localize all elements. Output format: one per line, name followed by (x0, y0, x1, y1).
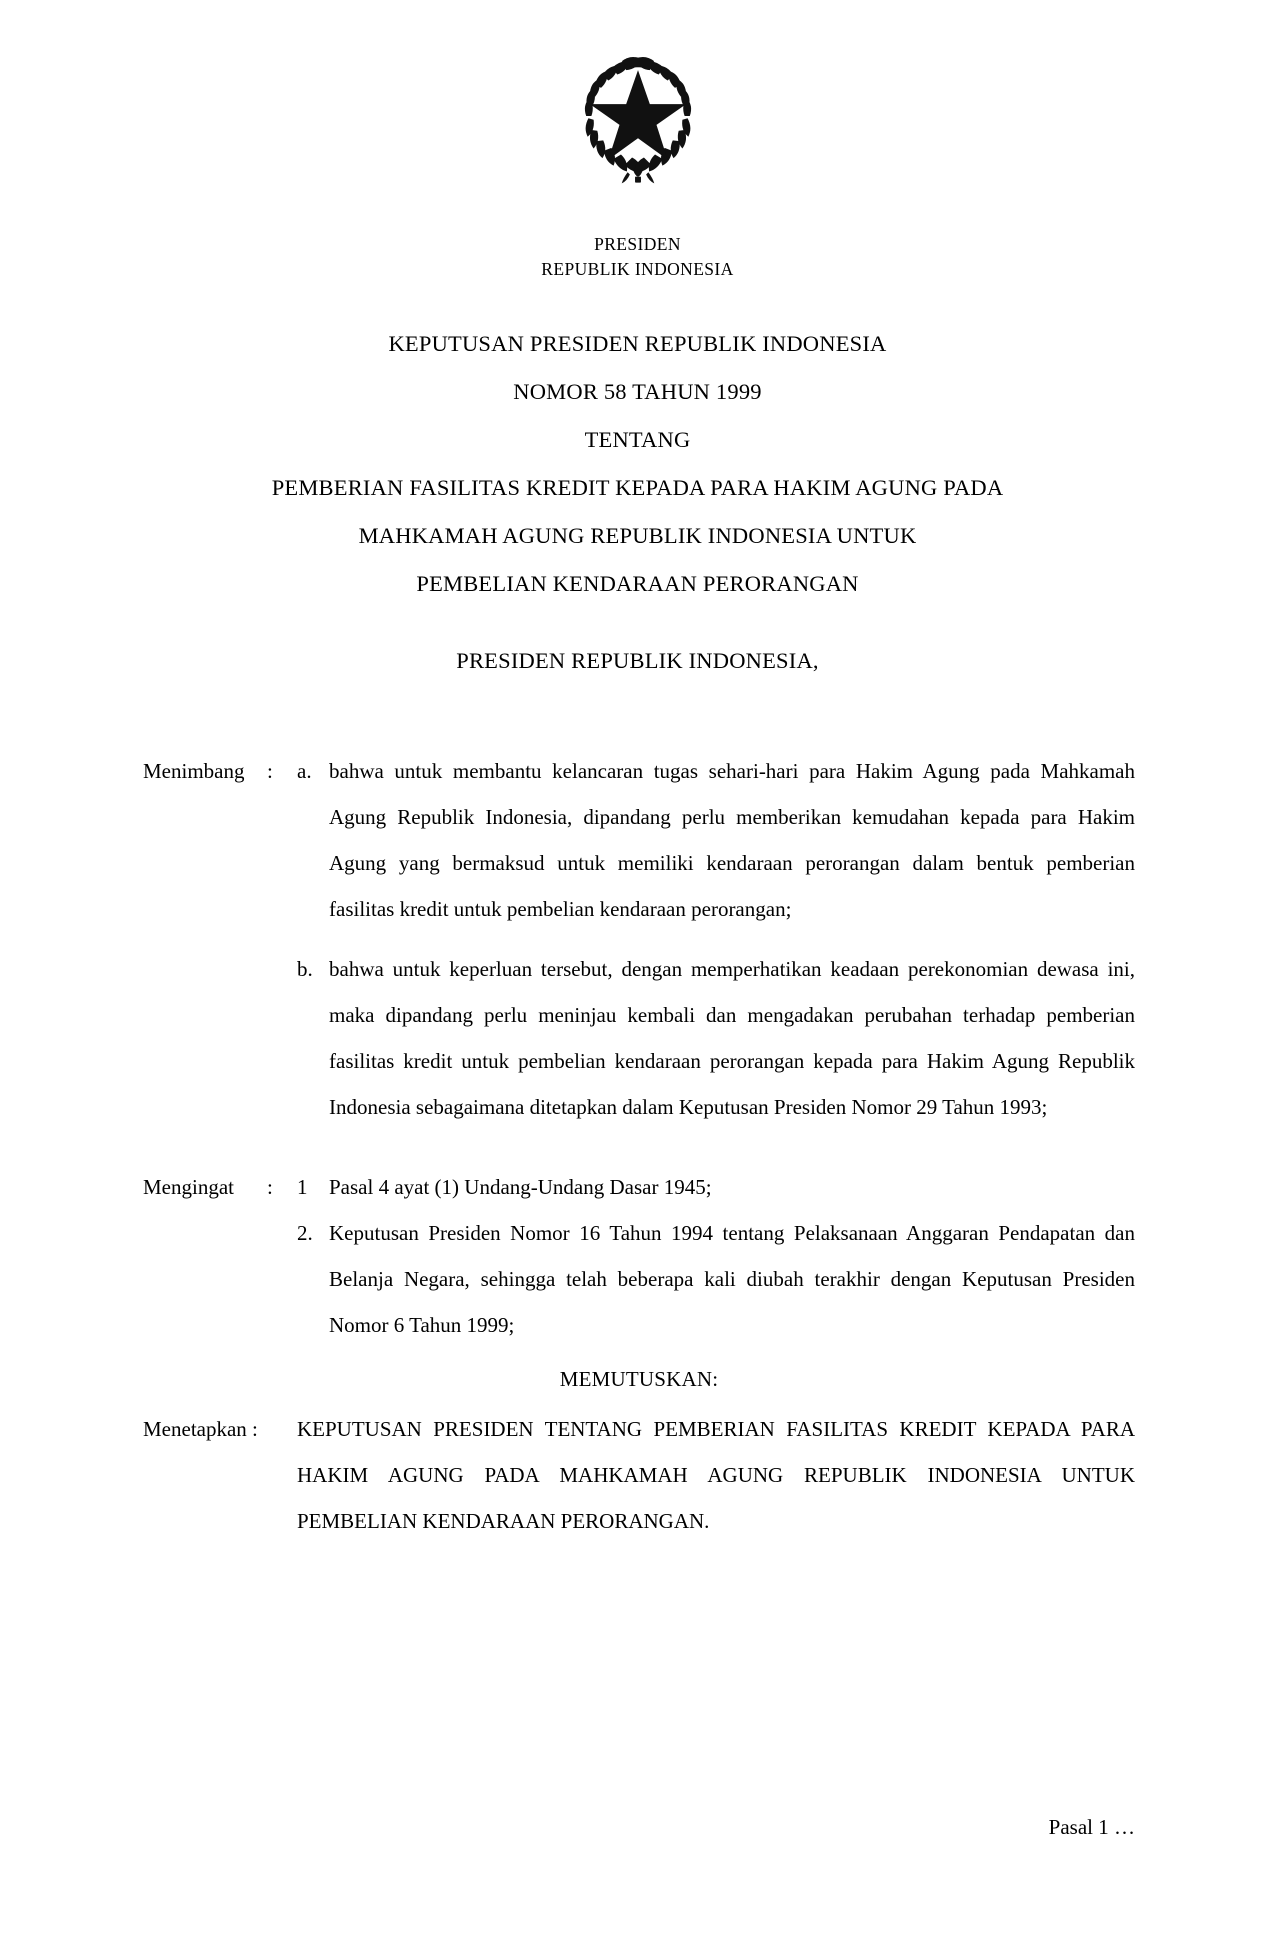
list-item (297, 1164, 1135, 1210)
item-marker-1: 1 (297, 1175, 308, 1199)
page-continuation-note: Pasal 1 … (1048, 1815, 1135, 1839)
header-line-republik-indonesia: REPUBLIK INDONESIA (541, 258, 734, 279)
section-mengingat (143, 1164, 1135, 1348)
item-marker-2: 2. (297, 1221, 313, 1245)
menetapkan-text: KEPUTUSAN PRESIDEN TENTANG PEMBERIAN FASILITAS KREDIT KEPADA PARA HAKIM AGUNG PADA MAHKAMAH AGUNG REPUBLIK INDONESIA UNTUK PEMBELIAN KENDARAAN PERORANGAN. (297, 1417, 1135, 1533)
title-line-1: KEPUTUSAN PRESIDEN REPUBLIK INDONESIA (388, 331, 887, 356)
mengingat-items (297, 1164, 1135, 1348)
list-item (297, 748, 1135, 932)
menimbang-colon: : (267, 759, 273, 783)
title-line-subject-2: MAHKAMAH AGUNG REPUBLIK INDONESIA UNTUK (358, 523, 917, 548)
header-line-presiden: PRESIDEN (594, 234, 681, 254)
document-title-block (0, 320, 1275, 608)
mengingat-label: Mengingat (143, 1175, 234, 1199)
document-body (143, 748, 1135, 1544)
item-text-1: Pasal 4 ayat (1) Undang-Undang Dasar 1945; (329, 1175, 712, 1199)
emblem-container (0, 42, 1275, 190)
list-item (297, 946, 1135, 1130)
item-marker-b: b. (297, 957, 313, 981)
item-marker-a: a. (297, 759, 312, 783)
menetapkan-label: Menetapkan : (143, 1417, 258, 1441)
title-line-tentang: TENTANG (584, 427, 691, 452)
spacer (143, 1138, 1135, 1164)
indonesian-presidential-seal-icon (564, 42, 712, 190)
menimbang-items (297, 748, 1135, 1130)
item-text-a: bahwa untuk membantu kelancaran tugas sehari-hari para Hakim Agung pada Mahkamah Agung Republik Indonesia, dipandang perlu memberikan kemudahan kepada para Hakim Agung yang bermaksud untuk memiliki kendaraan perorangan dalam bentuk pemberian fasilitas kredit untuk pembelian kendaraan perorangan; (329, 759, 1135, 921)
decision-heading: MEMUTUSKAN: (559, 1367, 719, 1391)
title-line-subject-3: PEMBELIAN KENDARAAN PERORANGAN (416, 571, 859, 596)
item-text-b: bahwa untuk keperluan tersebut, dengan memperhatikan keadaan perekonomian dewasa ini, maka dipandang perlu meninjau kembali dan mengadakan perubahan terhadap pemberian fasilitas kredit untuk pembelian kendaraan perorangan kepada para Hakim Agung Republik Indonesia sebagaimana ditetapkan dalam Keputusan Presiden Nomor 29 Tahun 1993; (329, 957, 1135, 1119)
document-header (0, 232, 1275, 282)
salutation: PRESIDEN REPUBLIK INDONESIA, (456, 648, 819, 673)
mengingat-colon: : (267, 1175, 273, 1199)
spacer (297, 932, 1135, 946)
section-menetapkan (143, 1406, 1135, 1544)
list-item (297, 1210, 1135, 1348)
title-line-nomor: NOMOR 58 TAHUN 1999 (513, 379, 762, 404)
item-text-2: Keputusan Presiden Nomor 16 Tahun 1994 tentang Pelaksanaan Anggaran Pendapatan dan Belanja Negara, sehingga telah beberapa kali diubah terakhir dengan Keputusan Presiden Nomor 6 Tahun 1999; (329, 1221, 1135, 1337)
menimbang-label: Menimbang (143, 759, 245, 783)
title-line-subject-1: PEMBERIAN FASILITAS KREDIT KEPADA PARA HAKIM AGUNG PADA (271, 475, 1004, 500)
section-menimbang (143, 748, 1135, 1130)
